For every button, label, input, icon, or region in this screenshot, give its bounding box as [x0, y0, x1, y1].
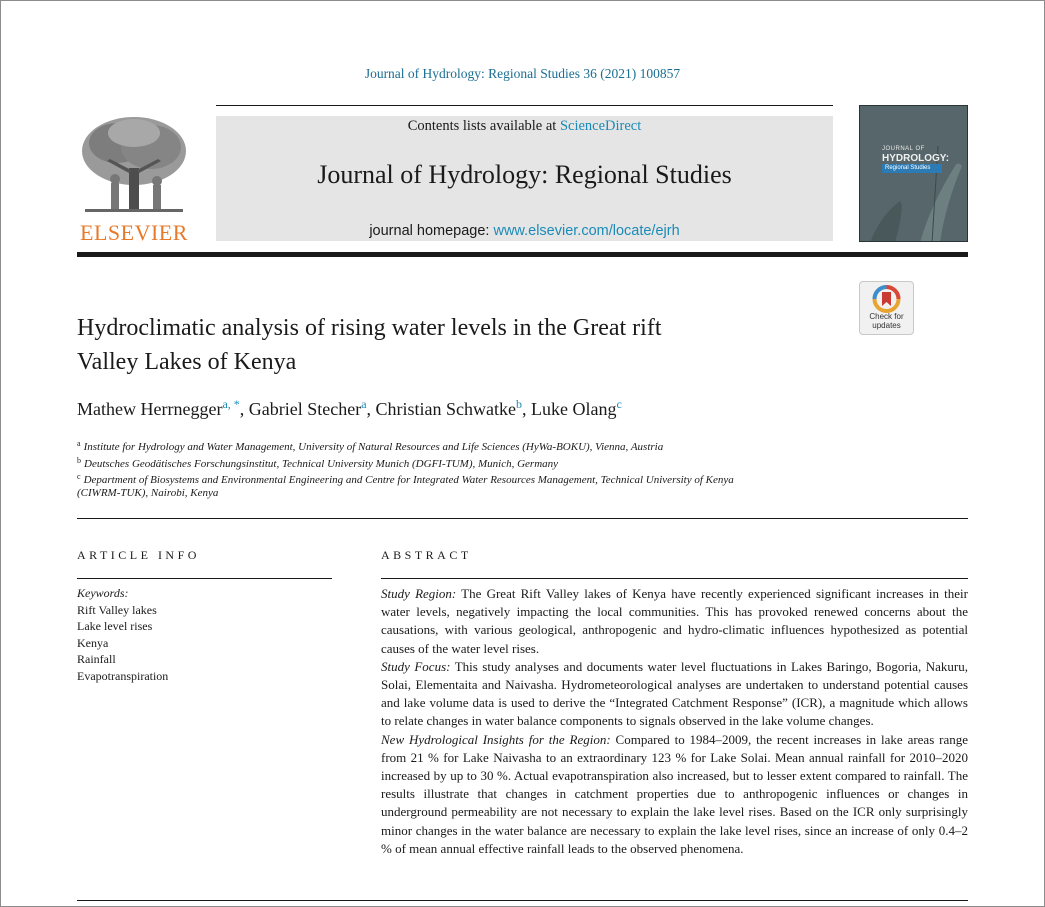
contents-prefix: Contents lists available at	[407, 118, 560, 134]
abstract-heading: ABSTRACT	[381, 548, 472, 562]
affiliation-mark: c	[77, 472, 81, 481]
homepage-prefix: journal homepage:	[369, 223, 494, 239]
journal-homepage-link[interactable]: www.elsevier.com/locate/ejrh	[493, 223, 680, 239]
author-name[interactable]: Christian Schwatke	[375, 399, 517, 419]
check-updates-icon	[860, 282, 913, 314]
affiliation-text: Deutsches Geodätisches Forschungsinstitut, Technical University Munich (DGFI-TUM), Munich, Germany	[84, 458, 559, 470]
check-updates-line-2: updates	[872, 320, 901, 330]
contents-line	[216, 118, 833, 135]
article-title	[77, 311, 837, 379]
affiliation-text: (CIWRM-TUK), Nairobi, Kenya	[77, 487, 219, 499]
abstract-rule	[381, 578, 968, 579]
check-updates-label	[860, 313, 913, 330]
affiliation-c-continued	[77, 485, 877, 502]
affiliation-mark: b	[77, 456, 81, 465]
author-list	[77, 397, 977, 420]
top-rule	[216, 105, 833, 106]
author-affiliation-mark[interactable]: c	[616, 397, 622, 411]
affiliation-mark: a	[77, 439, 81, 448]
author-separator: ,	[239, 399, 249, 419]
abstract-insights	[381, 731, 968, 858]
journal-title: Journal of Hydrology: Regional Studies	[317, 160, 732, 189]
check-for-updates-button[interactable]	[859, 281, 914, 335]
keyword-item: Kenya	[77, 635, 109, 650]
affiliation-rule	[77, 518, 968, 519]
author-affiliation-mark[interactable]: a, *	[222, 397, 240, 411]
abstract-section-label: Study Region:	[381, 586, 457, 601]
abstract-section-text: This study analyses and documents water level fluctuations in Lakes Baringo, Bogoria, Nakuru, Solai, Elementaita and Naivasha. Hydrometeorological analyses are undertaken to understand potential causes and lake volume data is used to derive the “Integrated Catchment Response” (ICR), a magnitude which allows to relate changes in water balance components to signals observed in the lake volume changes.	[381, 658, 969, 729]
author-affiliation-mark[interactable]: b	[516, 397, 523, 411]
check-updates-line-1: Check for	[869, 312, 904, 321]
author-separator: ,	[522, 399, 532, 419]
abstract-section-text: The Great Rift Valley lakes of Kenya have recently experienced significant increases in their water levels, negatively impacting the local communities. This has provoked renewed concerns about the causations, with various geological, anthropogenic and hydro-climatic influences hypothesized as potential causes of the water level rises.	[381, 586, 969, 656]
abstract-section-label: Study Focus:	[381, 658, 451, 674]
journal-header-box	[216, 116, 833, 241]
abstract-body	[381, 585, 968, 858]
keyword-item: Rainfall	[77, 652, 116, 666]
affiliation-text: Department of Biosystems and Environmental Engineering and Centre for Integrated Water Resources Management, Technical University of Kenya	[83, 474, 734, 486]
bottom-rule	[77, 900, 968, 901]
cover-line-3: Regional Studies	[882, 164, 942, 173]
cover-line-2: HYDROLOGY:	[882, 153, 950, 164]
author-name[interactable]: Mathew Herrnegger	[77, 399, 223, 419]
abstract-study-focus	[381, 658, 968, 731]
keyword-item: Lake level rises	[77, 619, 153, 633]
keyword-item: Rift Valley lakes	[77, 602, 157, 617]
sciencedirect-link[interactable]: ScienceDirect	[559, 118, 642, 134]
abstract-section-text: Compared to 1984–2009, the recent increases in lake areas range from 21 % for Lake Naivasha to an extraordinary 123 % for Lake Solai. Mean annual rainfall for 2010–2020 increased by up to 30 %. Actual evapotranspiration also increased, but to lesser extent compared to rainfall. The results illustrate that changes in catchment properties due to anthropogenic influences or changes in underground permeability are not necessary to explain the lake level rises. Based on the ICR only surprisingly minor changes in the water balance are necessary to explain the lake level rises, since an increase of only 0.4–2 % of mean annual effective rainfall leads to the observed phenomena.	[381, 731, 969, 856]
author-affiliation-mark[interactable]: a	[361, 397, 367, 411]
author-name[interactable]: Gabriel Stecher	[248, 399, 362, 419]
keywords-list	[77, 585, 327, 684]
cover-line-1: JOURNAL OF	[882, 146, 925, 152]
author-separator: ,	[366, 399, 376, 419]
article-title-line-1: Hydroclimatic analysis of rising water levels in the Great rift	[77, 315, 662, 341]
keywords-label: Keywords:	[77, 586, 129, 600]
header-thick-rule	[77, 252, 968, 257]
keyword-item: Evapotranspiration	[77, 668, 169, 683]
author-name[interactable]: Luke Olang	[531, 399, 617, 419]
article-title-line-2: Valley Lakes of Kenya	[77, 349, 297, 375]
homepage-line	[216, 223, 833, 239]
journal-cover-image[interactable]	[859, 105, 968, 242]
abstract-section-label: New Hydrological Insights for the Region:	[381, 731, 611, 747]
journal-reference-link[interactable]: Journal of Hydrology: Regional Studies 36 (2021) 100857	[364, 66, 681, 81]
elsevier-wordmark[interactable]: ELSEVIER	[80, 220, 188, 245]
abstract-study-region	[381, 585, 968, 658]
article-info-heading: ARTICLE INFO	[77, 548, 200, 562]
affiliation-text: Institute for Hydrology and Water Management, University of Natural Resources and Life Sciences (HyWa-BOKU), Vienna, Austria	[83, 441, 664, 453]
article-info-rule	[77, 578, 332, 579]
cover-background-art	[860, 106, 968, 242]
